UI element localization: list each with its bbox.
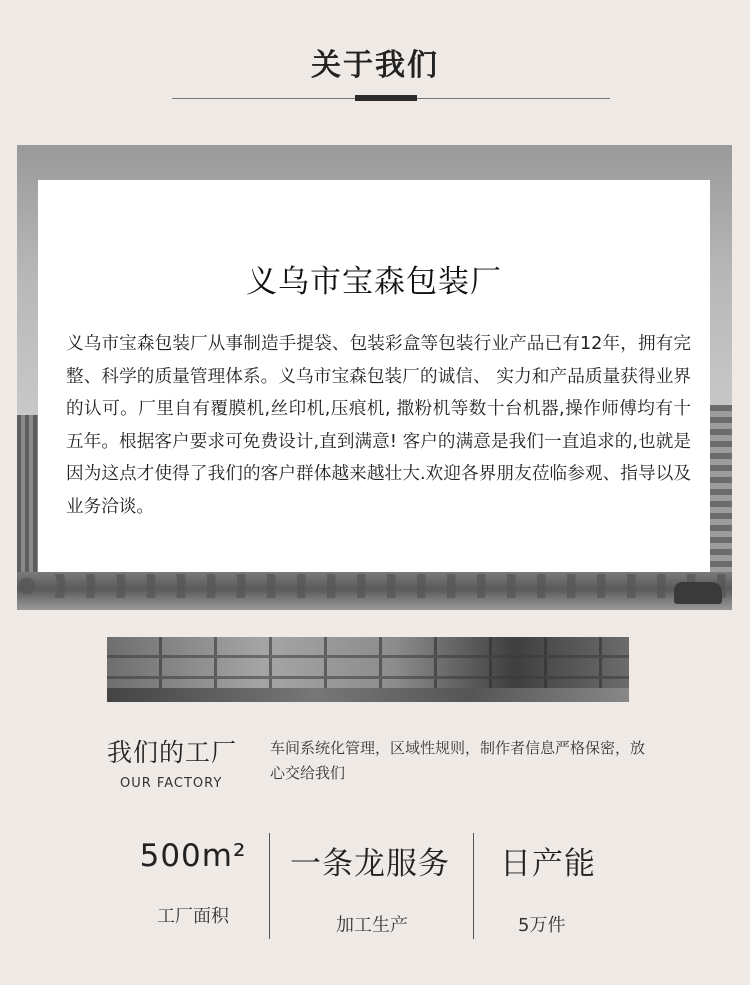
title-accent-bar bbox=[355, 95, 417, 101]
stat-label: 加工生产 bbox=[336, 915, 408, 936]
stat-factory-area bbox=[93, 838, 293, 928]
stat-value: 日产能 bbox=[500, 846, 596, 882]
company-info-card bbox=[38, 180, 710, 572]
stat-daily-capacity bbox=[450, 838, 650, 937]
warehouse-photo bbox=[107, 637, 629, 702]
stat-value: 500m² bbox=[139, 838, 247, 874]
warehouse-floor bbox=[107, 688, 629, 702]
stat-one-stop-service bbox=[270, 838, 470, 937]
factory-title: 我们的工厂 bbox=[107, 738, 238, 767]
factory-description: 车间系统化管理，区域性规则，制作者信息严格保密，放心交给我们 bbox=[270, 739, 646, 782]
parked-car bbox=[674, 582, 722, 604]
stat-label: 5万件 bbox=[518, 915, 566, 936]
stat-value: 一条龙服务 bbox=[290, 846, 450, 882]
tree-row bbox=[17, 574, 732, 598]
stat-label: 工厂面积 bbox=[157, 906, 229, 927]
section-title: 关于我们 bbox=[311, 48, 439, 83]
company-description: 义乌市宝森包装厂从事制造手提袋、包装彩盒等包装行业产品已有12年，拥有完整、科学的质量管理体系。义乌市宝森包装厂的诚信、 实力和产品质量获得业界的认可。厂里自有覆膜机,丝印机,压痕机, 撒粉机等数十台机器,操作师傅均有十五年。根据客户要求可免费设计,直到满意! 客户的满意是我们一直追求的,也就是因为这点才使得了我们的客户群体越来越壮大.欢迎各界朋友莅临参观、指导以及业务洽谈。 bbox=[66, 334, 691, 517]
factory-subtitle: OUR FACTORY bbox=[120, 776, 223, 791]
building-right-facade bbox=[710, 405, 732, 585]
company-name: 义乌市宝森包装厂 bbox=[246, 264, 502, 300]
